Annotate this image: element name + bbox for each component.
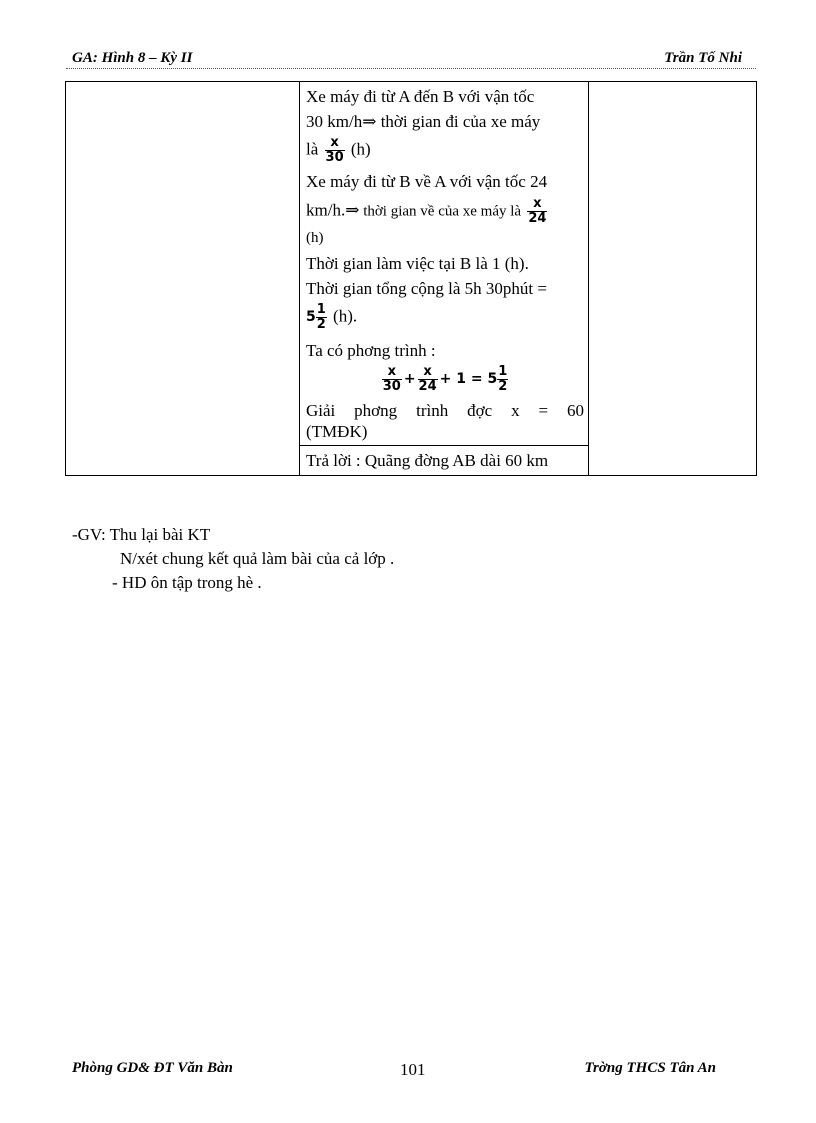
- line-9-unit: (h).: [333, 306, 358, 326]
- table-cell-right: [589, 82, 757, 476]
- line-5-a: km/h.: [306, 200, 346, 220]
- line-7: Thời gian làm việc tại B là 1 (h).: [306, 254, 529, 273]
- equation: [306, 363, 584, 398]
- line-11: Giải phơng trình đợc x = 60: [306, 401, 584, 420]
- teacher-notes: [72, 523, 394, 595]
- line-6: (h): [306, 230, 324, 246]
- fraction-one-half: [316, 303, 327, 332]
- line-3-text: là: [306, 139, 319, 159]
- implies-icon: ⇒: [345, 200, 360, 220]
- line-8: Thời gian tổng cộng là 5h 30phút =: [306, 279, 547, 298]
- fraction-x-24: [527, 197, 547, 226]
- eq-fraction-x-24: [418, 365, 438, 394]
- line-9: [306, 303, 584, 332]
- line-5-b: thời gian về của xe máy là: [359, 203, 522, 220]
- table-cell-left: [66, 82, 300, 476]
- line-1: Xe máy đi từ A đến B với vận tốc: [306, 87, 535, 106]
- eq-plus: +: [403, 371, 416, 387]
- fraction-denominator: 30: [382, 379, 401, 394]
- line-2: [306, 109, 584, 134]
- table-cell-content: [300, 82, 589, 476]
- fraction-denominator: 24: [418, 379, 437, 394]
- fraction-denominator: 24: [528, 211, 547, 226]
- eq-rest: + 1 = 5: [439, 371, 498, 387]
- fraction-numerator: x: [330, 135, 339, 150]
- mixed-whole: 5: [306, 309, 316, 325]
- eq-fraction-x-30: [382, 365, 402, 394]
- footer-right: Trờng THCS Tân An: [584, 1060, 716, 1076]
- lesson-table: [65, 81, 757, 476]
- fraction-numerator: x: [533, 196, 542, 211]
- header-left: GA: Hình 8 – Kỳ II: [72, 50, 193, 66]
- note-line-3: - HD ôn tập trong hè .: [112, 573, 262, 592]
- footer-left: Phòng GD& ĐT Văn Bàn: [72, 1060, 233, 1076]
- line-3-unit: (h): [350, 139, 371, 159]
- note-line-2: N/xét chung kết quả làm bài của cả lớp .: [120, 549, 395, 568]
- line-10: Ta có phơng trình :: [306, 341, 436, 360]
- fraction-denominator: 2: [316, 317, 326, 332]
- header-rule: [66, 68, 756, 69]
- line-12: (TMĐK): [306, 422, 368, 441]
- line-13: Trả lời : Quãng đờng AB dài 60 km: [306, 451, 549, 470]
- fraction-numerator: x: [423, 364, 432, 379]
- header-right: Trần Tố Nhi: [664, 50, 742, 66]
- note-line-1: -GV: Thu lại bài KT: [72, 525, 211, 544]
- fraction-x-30: [325, 136, 345, 165]
- line-4: Xe máy đi từ B về A với vận tốc 24: [306, 172, 548, 191]
- fraction-denominator: 2: [498, 379, 508, 394]
- fraction-numerator: x: [387, 364, 396, 379]
- line-5: [306, 197, 584, 226]
- line-3: [306, 136, 584, 165]
- fraction-denominator: 30: [325, 150, 344, 165]
- eq-fraction-one-half: [497, 365, 508, 394]
- fraction-numerator: 1: [316, 302, 326, 317]
- page-number: 101: [400, 1060, 426, 1079]
- line-2-b: thời gian đi của xe máy: [376, 112, 541, 131]
- line-2-a: 30 km/h: [306, 112, 363, 131]
- fraction-numerator: 1: [498, 364, 508, 379]
- answer-row: [300, 445, 588, 473]
- implies-icon: ⇒: [362, 112, 377, 131]
